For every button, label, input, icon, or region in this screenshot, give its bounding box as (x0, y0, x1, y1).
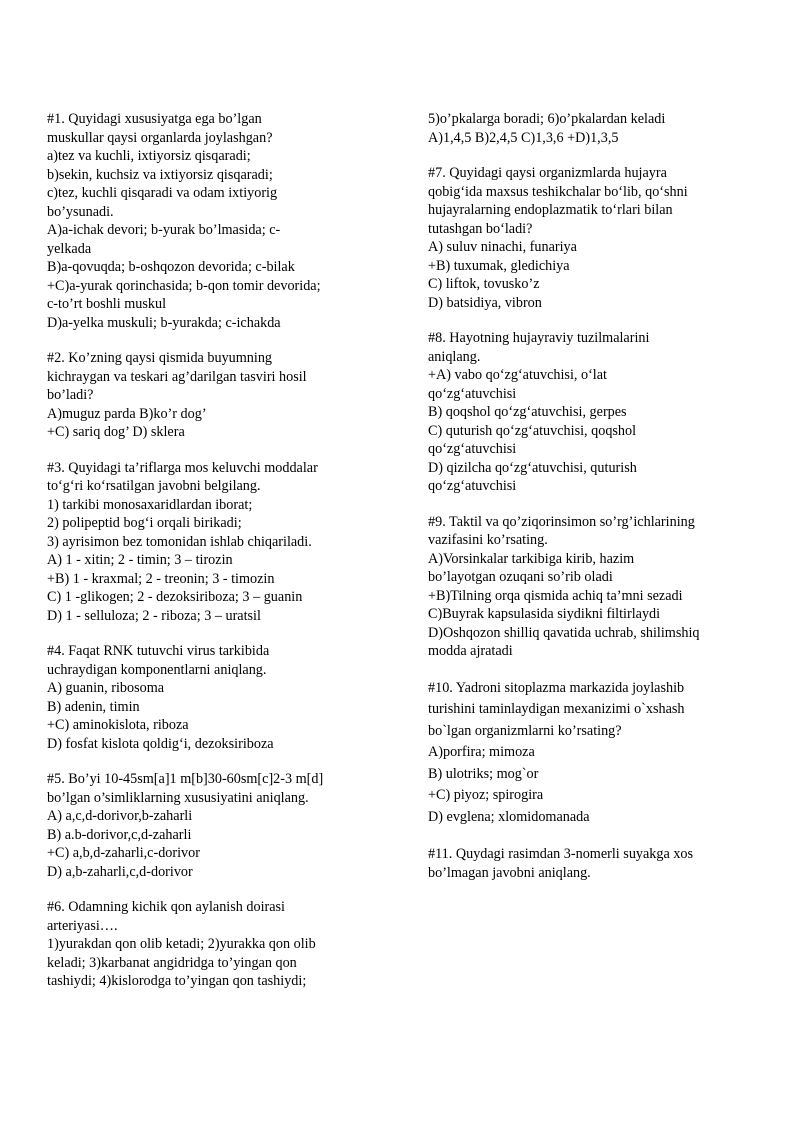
text-line: A)Vorsinkalar tarkibiga kirib, hazim (428, 550, 635, 567)
text-line: C) quturish qo‘zg‘atuvchisi, qoqshol (428, 422, 637, 439)
text-line: bo’lmagan javobni aniqlang. (428, 864, 591, 881)
text-line: A)a-ichak devori; b-yurak bo’lmasida; c- (47, 222, 281, 238)
text-line: #5. Bo’yi 10-45sm[a]1 m[b]30-60sm[c]2-3 m[d] (47, 771, 324, 787)
text-line: bo’ladi? (47, 387, 94, 403)
text-line: #10. Yadroni sitoplazma markazida joylashib (428, 679, 685, 696)
text-line: B) qoqshol qo‘zg‘atuvchisi, gerpes (428, 404, 627, 420)
text-line: 5)o’pkalarga boradi; 6)o’pkalardan keladi (428, 111, 666, 127)
text-line: #7. Quyidagi qaysi organizmlarda hujayra (428, 165, 667, 181)
text-line: D)a-yelka muskuli; b-yurakda; c-ichakda (47, 314, 281, 331)
text-line: +C) sariq dog’ D) sklera (47, 424, 185, 440)
text-line: bo`lgan organizmlarni ko’rsating? (428, 722, 622, 739)
text-line: A)muguz parda B)ko’r dog’ (47, 405, 207, 422)
question-1 (47, 110, 377, 332)
text-line: arteriyasi…. (47, 917, 118, 934)
question-5 (47, 770, 377, 881)
text-line: +C)a-yurak qorinchasida; b-qon tomir devorida; (47, 277, 321, 294)
text-line: +B) tuxumak, gledichiya (428, 257, 570, 274)
text-line: D) 1 - selluloza; 2 - riboza; 3 – uratsil (47, 607, 261, 624)
question-8 (428, 329, 763, 496)
text-line: D) batsidiya, vibron (428, 294, 542, 311)
text-line: yelkada (47, 240, 92, 257)
text-line: B) a.b-dorivor,c,d-zaharli (47, 826, 192, 843)
text-line: bo’lgan o’simliklarning xususiyatini aniqlang. (47, 789, 309, 806)
text-line: b)sekin, kuchsiz va ixtiyorsiz qisqaradi; (47, 166, 273, 183)
question-6 (47, 898, 377, 991)
question-10 (428, 678, 763, 829)
left-column (47, 110, 377, 1008)
text-line: D) a,b-zaharli,c,d-dorivor (47, 863, 193, 880)
text-line: #2. Ko’zning qaysi qismida buyumning (47, 350, 273, 366)
text-line: +B)Tilning orqa qismida achiq ta’mni sezadi (428, 587, 683, 604)
text-line: to‘g‘ri ko‘rsatilgan javobni belgilang. (47, 478, 261, 494)
text-line: B) ulotriks; mog`or (428, 765, 539, 782)
text-line: c)tez, kuchli qisqaradi va odam ixtiyorig (47, 185, 278, 201)
text-line: vazifasini ko’rsating. (428, 532, 548, 548)
text-line: 2) polipeptid bog‘i orqali birikadi; (47, 515, 242, 531)
text-line: #3. Quyidagi ta’riflarga mos keluvchi moddalar (47, 459, 318, 476)
text-line: A)1,4,5 B)2,4,5 C)1,3,6 +D)1,3,5 (428, 129, 619, 146)
question-7 (428, 164, 763, 312)
text-line: D)Oshqozon shilliq qavatida uchrab, shilimshiq (428, 624, 700, 641)
question-9 (428, 513, 763, 661)
text-line: +C) piyoz; spirogira (428, 787, 544, 803)
text-line: bo’layotgan ozuqani so’rib oladi (428, 569, 613, 585)
text-line: bo’ysunadi. (47, 203, 114, 220)
text-line: D) evglena; xlomidomanada (428, 808, 590, 825)
text-line: aniqlang. (428, 348, 481, 365)
text-line: turishini taminlaydigan mexanizimi o`xshash (428, 701, 685, 717)
text-line: +C) aminokislota, riboza (47, 717, 189, 733)
text-line: D) fosfat kislota qoldig‘i, dezoksiriboza (47, 735, 274, 752)
text-line: uchraydigan komponentlarni aniqlang. (47, 661, 267, 678)
text-line: #8. Hayotning hujayraviy tuzilmalarini (428, 330, 650, 346)
text-line: hujayralarning endoplazmatik to‘rlari bilan (428, 202, 673, 218)
text-line: tashiydi; 4)kislorodga to’yingan qon tashiydi; (47, 973, 307, 989)
question-2 (47, 349, 377, 442)
text-line: B)a-qovuqda; b-oshqozon devorida; c-bilak (47, 259, 295, 275)
text-line: muskullar qaysi organlarda joylashgan? (47, 129, 273, 146)
text-line: qo‘zg‘atuvchisi (428, 441, 517, 457)
text-line: A) 1 - xitin; 2 - timin; 3 – tirozin (47, 552, 233, 568)
question-4 (47, 642, 377, 753)
text-line: +B) 1 - kraxmal; 2 - treonin; 3 - timozin (47, 570, 275, 587)
text-line: qo‘zg‘atuvchisi (428, 478, 517, 494)
text-line: #4. Faqat RNK tutuvchi virus tarkibida (47, 643, 270, 659)
text-line: kichraygan va teskari ag’darilgan tasviri hosil (47, 368, 307, 385)
text-line: C)Buyrak kapsulasida siydikni filtirlaydi (428, 606, 661, 622)
text-line: 1)yurakdan qon olib ketadi; 2)yurakka qon olib (47, 936, 316, 952)
text-line: modda ajratadi (428, 643, 513, 659)
text-line: +A) vabo qo‘zg‘atuvchisi, o‘lat (428, 367, 607, 383)
text-line: keladi; 3)karbanat angidridga to’yingan qon (47, 954, 297, 971)
text-line: a)tez va kuchli, ixtiyorsiz qisqaradi; (47, 148, 251, 164)
text-line: #6. Odamning kichik qon aylanish doirasi (47, 899, 286, 915)
text-line: A) suluv ninachi, funariya (428, 239, 577, 255)
text-line: 3) ayrisimon bez tomonidan ishlab chiqariladi. (47, 533, 312, 550)
text-line: c-to’rt boshli muskul (47, 296, 167, 312)
text-line: B) adenin, timin (47, 698, 140, 715)
question-6-continued (428, 110, 763, 147)
text-line: +C) a,b,d-zaharli,c-dorivor (47, 845, 200, 861)
text-line: 1) tarkibi monosaxaridlardan iborat; (47, 496, 253, 513)
question-3 (47, 459, 377, 626)
right-column (428, 110, 763, 899)
text-line: A) guanin, ribosoma (47, 680, 165, 696)
text-line: qobig‘ida maxsus teshikchalar bo‘lib, qo‘shni (428, 183, 688, 200)
text-line: D) qizilcha qo‘zg‘atuvchisi, quturish (428, 459, 637, 476)
text-line: C) 1 -glikogen; 2 - dezoksiriboza; 3 – guanin (47, 589, 303, 605)
text-line: tutashgan bo‘ladi? (428, 220, 533, 237)
text-line: #9. Taktil va qo’ziqorinsimon so’rg’ichlarining (428, 513, 695, 530)
question-11 (428, 845, 763, 882)
text-line: C) liftok, tovusko’z (428, 276, 540, 292)
text-line: qo‘zg‘atuvchisi (428, 385, 517, 402)
text-line: #1. Quyidagi xususiyatga ega bo’lgan (47, 111, 262, 127)
text-line: A) a,c,d-dorivor,b-zaharli (47, 808, 193, 824)
text-line: A)porfira; mimoza (428, 744, 535, 760)
text-line: #11. Quydagi rasimdan 3-nomerli suyakga xos (428, 846, 694, 862)
